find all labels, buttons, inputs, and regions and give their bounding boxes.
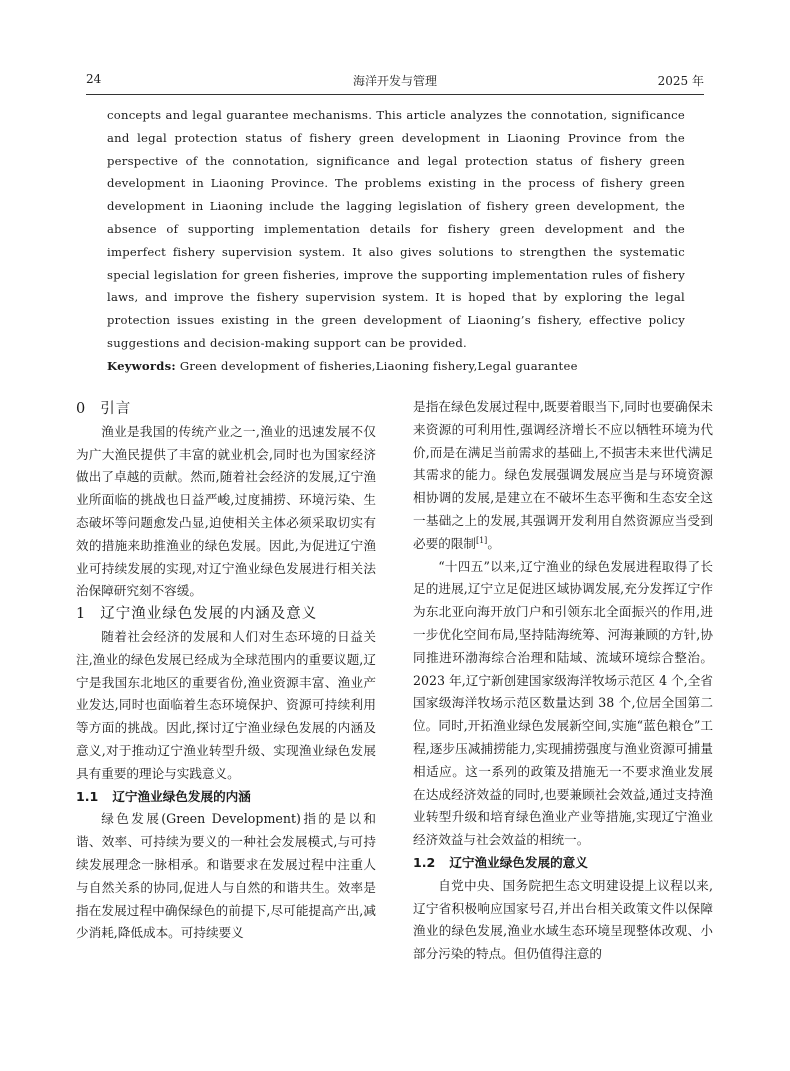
- subsection-number: 1.1: [76, 788, 99, 804]
- section-heading-0: [76, 398, 376, 421]
- keywords-text: Green development of fisheries,Liaoning fishery,Legal guarantee: [179, 358, 578, 373]
- left-column: [76, 398, 376, 945]
- section-title: 辽宁渔业绿色发展的内涵及意义: [100, 606, 318, 623]
- paragraph: “十四五”以来,辽宁渔业的绿色发展进程取得了长足的进展,辽宁立足促进区域协调发展,充分发挥辽宁作为东北亚向海开放门户和引领东北全面振兴的作用,进一步优化空间布局,坚持陆海统筹、河海兼顾的方针,协同推进环渤海综合治理和陆域、流域环境综合整治。2023 年,辽宁新创建国家级海洋牧场示范区 4 个,全省国家级海洋牧场示范区数量达到 38 个,位居全国第二位。同时,开拓渔业绿色发展新空间,实施“蓝色粮仓”工程,逐步压减捕捞能力,实现捕捞强度与渔业资源可捕量相适应。这一系列的政策及措施无一不要求渔业发展在达成经济效益的同时,也要兼顾社会效益,通过支持渔业转型升级和培育绿色渔业产业等措施,实现辽宁渔业经济效益与社会效益的相统一。: [413, 558, 713, 848]
- abstract-text: concepts and legal guarantee mechanisms. This article analyzes the connotation, significance and legal protection status of fishery green development in Liaoning Province from the perspective of the connotation, significance and legal protection status of fishery green development in Liaoning Province. The problems existing in the process of fishery green development in Liaoning include the lagging legislation of fishery green development, the absence of supporting implementation details for fishery green development and the imperfect fishery supervision system. It also gives solutions to strengthen the systematic special legislation for green fisheries, improve the supporting implementation rules of fishery laws, and improve the fishery supervision system. It is hoped that by exploring the legal protection issues existing in the green development of Liaoning’s fishery, effective policy suggestions and decision-making support can be provided.: [107, 108, 685, 350]
- paragraph: 自党中央、国务院把生态文明建设提上议程以来,辽宁省积极响应国家号召,并出台相关政策文件以保障渔业的绿色发展,渔业水域生态环境呈现整体改观、小部分污染的特点。但仍值得注意的: [413, 877, 713, 962]
- header-rule: [86, 94, 704, 95]
- section-title: 引言: [100, 401, 132, 417]
- keywords-label: Keywords:: [107, 358, 176, 373]
- running-header: [86, 72, 704, 92]
- subsection-title: 辽宁渔业绿色发展的内涵: [112, 788, 251, 804]
- paragraph: [413, 396, 713, 556]
- subsection-number: 1.2: [413, 854, 436, 870]
- citation-ref: [1]: [475, 535, 488, 545]
- right-column: [413, 396, 713, 966]
- section-number: 0: [76, 401, 87, 417]
- publication-year: 2025 年: [657, 74, 704, 88]
- paragraph-text: 是指在绿色发展过程中,既要着眼当下,同时也要确保未来资源的可利用性,强调经济增长不应以牺牲环境为代价,而是在满足当前需求的基础上,不损害未来世代满足其需求的能力。绿色发展强调发展应当是与环境资源相协调的发展,是建立在不破坏生态平衡和生态安全这一基础之上的发展,其强调开发利用自然资源应当受到必要的限制: [413, 399, 713, 551]
- paragraph: 绿色发展(Green Development)指的是以和谐、效率、可持续为要义的一种社会发展模式,与可持续发展理念一脉相承。和谐要求在发展过程中注重人与自然关系的协同,促进人与自然的和谐共生。效率是指在发展过程中确保绿色的前提下,尽可能提高产出,减少消耗,降低成本。可持续要义: [76, 811, 376, 941]
- subsection-title: 辽宁渔业绿色发展的意义: [449, 854, 588, 870]
- subsection-heading-1-2: [413, 852, 713, 875]
- subsection-heading-1-1: [76, 786, 376, 809]
- paragraph: 随着社会经济的发展和人们对生态环境的日益关注,渔业的绿色发展已经成为全球范围内的重要议题,辽宁是我国东北地区的重要省份,渔业资源丰富、渔业产业发达,同时也面临着生态环境保护、资源可持续利用等方面的挑战。因此,探讨辽宁渔业绿色发展的内涵及意义,对于推动辽宁渔业转型升级、实现渔业绿色发展具有重要的理论与实践意义。: [76, 628, 376, 781]
- section-heading-1: [76, 603, 376, 626]
- section-number: 1: [76, 606, 87, 623]
- page-number: 24: [86, 72, 102, 86]
- paragraph: 渔业是我国的传统产业之一,渔业的迅速发展不仅为广大渔民提供了丰富的就业机会,同时也为国家经济做出了卓越的贡献。然而,随着社会经济的发展,辽宁渔业所面临的挑战也日益严峻,过度捕捞、环境污染、生态破坏等问题愈发凸显,迫使相关主体必须采取切实有效的措施来助推渔业的绿色发展。因此,为促进辽宁渔业可持续发展的实现,对辽宁渔业绿色发展进行相关法治保障研究刻不容缓。: [76, 423, 376, 599]
- journal-title: 海洋开发与管理: [352, 74, 437, 88]
- english-abstract: [107, 104, 685, 378]
- paragraph-end: 。: [487, 535, 500, 551]
- keywords-line: [107, 355, 685, 378]
